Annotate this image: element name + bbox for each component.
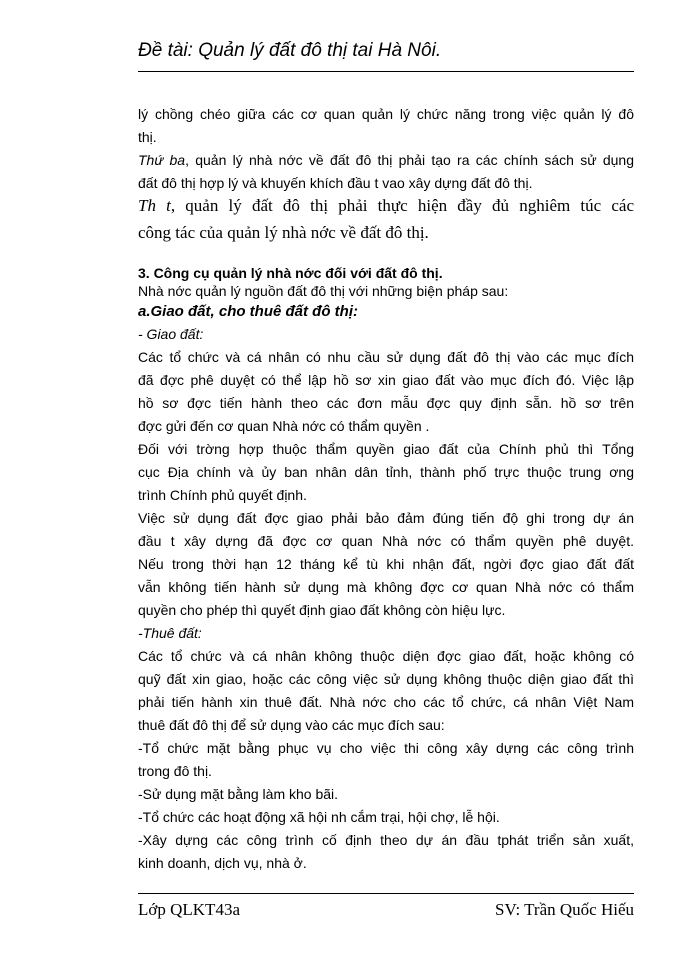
emphasis-lead: Th t	[138, 196, 171, 215]
item-label: - Giao đất:	[138, 326, 204, 342]
body-line: Th t, quản lý đất đô thị phải thực hiện đầy đủ nghiêm túc các	[138, 196, 634, 215]
body-line: đầu t xây dựng đã đợc cơ quan Nhà nớc có thẩm quyền phê duyệt.	[138, 533, 634, 549]
body-line: Nhà nớc quản lý nguồn đất đô thị với những biện pháp sau:	[138, 283, 509, 299]
section-heading: 3. Công cụ quản lý nhà nớc đối với đất đô thị.	[138, 265, 443, 281]
list-item: -Xây dựng các công trình cố định theo dự án đầu tphát triển sản xuất,	[138, 832, 634, 848]
body-line: công tác của quản lý nhà nớc về đất đô thị.	[138, 223, 429, 242]
list-item: kinh doanh, dịch vụ, nhà ở.	[138, 855, 307, 871]
body-line: phải tiến hành xin thuê đất. Nhà nớc cho các tổ chức, cá nhân Việt Nam	[138, 694, 634, 710]
body-line: Các tổ chức và cá nhân không thuộc diện đợc giao đất, hoặc không có	[138, 648, 634, 664]
body-line: hồ sơ đợc tiến hành theo các đơn mẫu đợc quy định sẵn. hồ sơ trên	[138, 395, 634, 411]
body-line: thị.	[138, 129, 157, 145]
body-line: lý chồng chéo giữa các cơ quan quản lý chức năng trong việc quản lý đô	[138, 106, 634, 122]
subsection-heading: a.Giao đất, cho thuê đất đô thị:	[138, 303, 358, 320]
list-item: -Tổ chức các hoạt động xã hội nh cắm trại, hội chợ, lễ hội.	[138, 809, 500, 825]
body-line: đất đô thị hợp lý và khuyến khích đầu t vao xây dựng đất đô thị.	[138, 175, 533, 191]
body-line: Các tổ chức và cá nhân có nhu cầu sử dụng đất đô thị vào các mục đích	[138, 349, 634, 365]
body-line: Nếu trong thời hạn 12 tháng kể tù khi nhận đất, ngời đợc giao đất đất	[138, 556, 634, 572]
list-item: -Tổ chức mặt bằng phục vụ cho việc thi công xây dựng các công trình	[138, 740, 634, 756]
body-line: Việc sử dụng đất đợc giao phải bảo đảm đúng tiến độ ghi trong dự án	[138, 510, 634, 526]
item-label: -Thuê đất:	[138, 625, 202, 641]
page-header-title: Đề tài: Quản lý đất đô thị tai Hà Nôi.	[138, 40, 442, 61]
header-divider	[138, 71, 634, 72]
body-line: đã đợc phê duyệt có thể lập hồ sơ xin giao đất vào mục đích đó. Việc lập	[138, 372, 634, 388]
body-line: trình Chính phủ quyết định.	[138, 487, 307, 503]
body-line: quỹ đất xin giao, hoặc các công việc sử dụng không thuộc diện giao đất thì	[138, 671, 634, 687]
footer-class: Lớp QLKT43a	[138, 900, 240, 919]
body-line: đợc gửi đến cơ quan Nhà nớc có thẩm quyền .	[138, 418, 430, 434]
body-line: Đối với trờng hợp thuộc thẩm quyền giao đất của Chính phủ thì Tổng	[138, 441, 634, 457]
list-item: trong đô thị.	[138, 763, 212, 779]
list-item: -Sử dụng mặt bằng làm kho bãi.	[138, 786, 339, 802]
body-line: vẫn không tiến hành sử dụng mà không đợc cơ quan Nhà nớc có thẩm	[138, 579, 634, 595]
footer-student: SV: Trần Quốc Hiếu	[495, 900, 634, 919]
emphasis-lead: Thứ ba	[138, 152, 186, 168]
body-line: cục Địa chính và ủy ban nhân dân tỉnh, thành phố trực thuộc trung ơng	[138, 464, 634, 480]
body-line: quyền cho phép thì quyết định giao đất không còn hiệu lực.	[138, 602, 506, 618]
footer-divider	[138, 893, 634, 894]
body-line: thuê đất đô thị để sử dụng vào các mục đích sau:	[138, 717, 445, 733]
body-line: Thứ ba, quản lý nhà nớc về đất đô thị phải tạo ra các chính sách sử dụng	[138, 152, 634, 168]
